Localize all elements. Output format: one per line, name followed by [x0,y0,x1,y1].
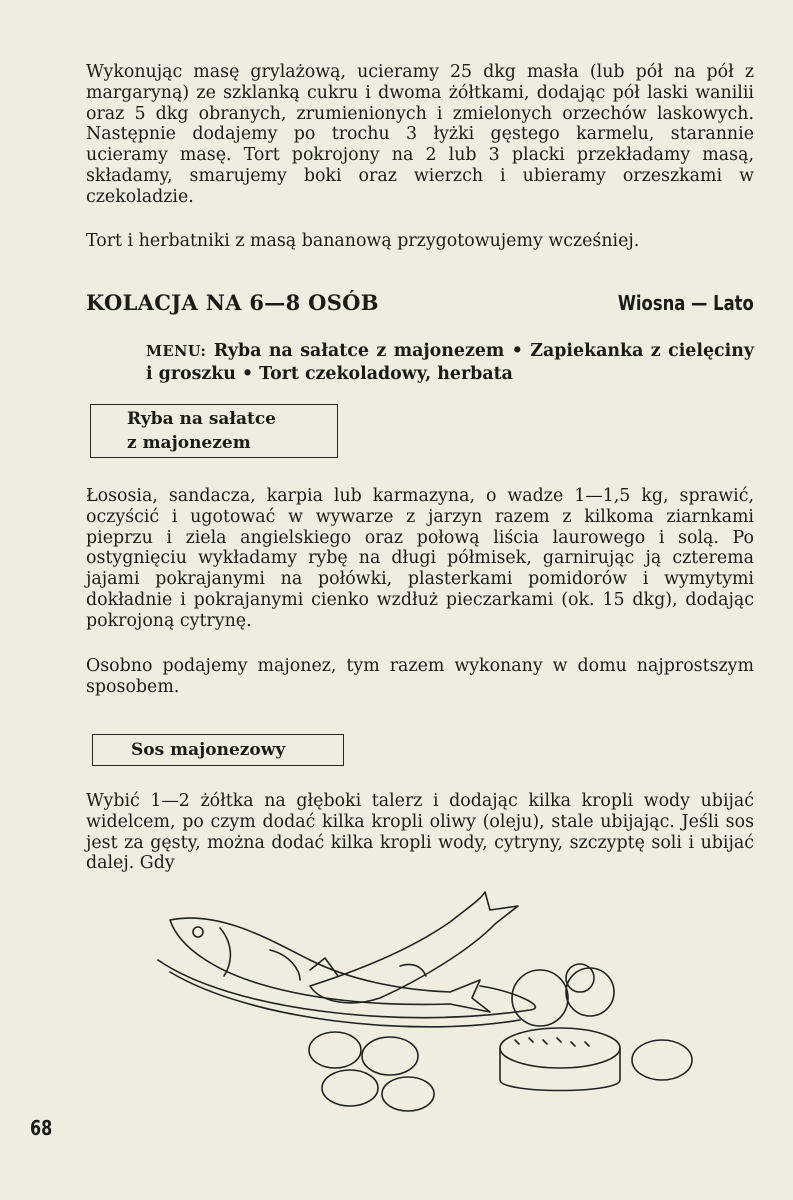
sauce-paragraph: Wybić 1—2 żółtka na głęboki talerz i dodając kilka kropli wody ubijać widelcem, po czym dodać kilka kropli oliwy (oleju), stale ubijając. Jeśli sos jest za gęsty, można dodać kilka kropli wody, cytryny, szczyptę soli i ubijać dalej. Gdy [86,791,754,874]
recipe-title-line-2: z majonezem [127,433,251,453]
menu-label: MENU: [146,343,207,360]
season-label: Wiosna — Lato [618,291,754,315]
recipe-paragraph-2: Osobno podajemy majonez, tym razem wykonany w domu najprostszym sposobem. [86,656,754,697]
sauce-title-box [92,734,344,766]
menu-items: Ryba na sałatce z majonezem • Zapiekanka z cielęciny i groszku • Tort czekoladowy, herbata [146,341,754,384]
sauce-title: Sos majonezowy [131,740,286,760]
recipe-paragraph: Łososia, sandacza, karpia lub karmazyna, o wadze 1—1,5 kg, sprawić, oczyścić i ugotować w wywarze z jarzyn razem z kilkoma ziarnkami pieprzu i ziela angielskiego oraz połową liścia laurowego i solą. Po ostygnięciu wykładamy rybę na długi półmisek, garnirując ją czterema jajami pokrajanymi na połówki, plasterkami pomidorów i wymytymi dokładnie i pokrajanymi cienko wzdłuż pieczarkami (ok. 15 dkg), dodając pokrojoną cytrynę. [86,486,754,631]
section-heading [86,290,754,315]
recipe-title-box [90,404,338,458]
section-title: KOLACJA NA 6—8 OSÓB [86,290,379,315]
page-number: 68 [30,1116,53,1140]
menu-list [146,340,754,385]
intro-paragraph-2: Tort i herbatniki z masą bananową przygotowujemy wcześniej. [86,231,640,251]
recipe-title-line-1: Ryba na sałatce [127,409,276,429]
fish-platter-illustration-icon [150,880,710,1140]
intro-paragraph: Wykonując masę grylażową, ucieramy 25 dkg masła (lub pół na pół z margaryną) ze szklanką cukru i dwoma żółtkami, dodając pół laski wanilii oraz 5 dkg obranych, zrumienionych i zmielonych orzechów laskowych. Następnie dodajemy po trochu 3 łyżki gęstego karmelu, starannie ucieramy masę. Tort pokrojony na 2 lub 3 placki przekładamy masą, składamy, smarujemy boki oraz wierzch i ubieramy orzeszkami w czekoladzie. [86,62,754,207]
